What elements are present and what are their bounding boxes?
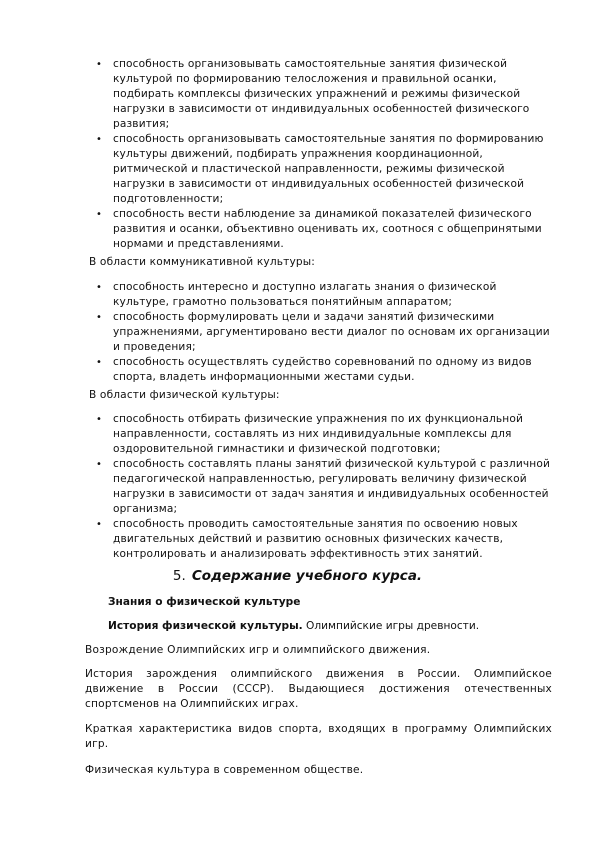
history-line <box>108 619 479 634</box>
list-item: • способность вести наблюдение за динамикой показателей физического развития и осанки, объективно оценивать их, соотнося с общепринятыми нормами и представлениями. <box>96 208 542 250</box>
list-item: • способность организовывать самостоятельные занятия физической культурой по формированию телосложения и правильной осанки, подбирать комплексы физических упражнений и режимы физической нагрузки в зависимости от индивидуальных особенностей физического развития; <box>96 58 530 130</box>
heading-number: 5. <box>172 568 186 584</box>
bullet-icon: • <box>96 59 103 70</box>
bullet-list-2 <box>96 280 556 385</box>
section-label-communicative: В области коммуникативной культуры: <box>89 256 315 268</box>
subheading: Знания о физической культуре <box>108 596 301 608</box>
history-bold: История физической культуры. <box>108 620 303 632</box>
section-heading <box>0 567 595 585</box>
paragraph: Краткая характеристика видов спорта, входящих в программу Олимпийских игр. <box>85 723 552 750</box>
list-item: • способность проводить самостоятельные занятия по освоению новых двигательных действий и развитию основных физических качеств, контролировать и анализировать эффективность этих занятий. <box>96 518 518 560</box>
bullet-list-3 <box>96 412 556 562</box>
bullet-icon: • <box>96 134 103 145</box>
list-item: • способность осуществлять судейство соревнований по одному из видов спорта, владеть информационными жестами судьи. <box>96 356 532 383</box>
bullet-icon: • <box>96 459 103 470</box>
bullet-icon: • <box>96 414 103 425</box>
paragraph: Физическая культура в современном обществе. <box>85 764 364 776</box>
bullet-icon: • <box>96 282 103 293</box>
bullet-icon: • <box>96 519 103 530</box>
bullet-icon: • <box>96 209 103 220</box>
paragraph: История зарождения олимпийского движения в России. Олимпийское движение в России (СССР). Выдающиеся достижения отечественных спортсменов на Олимпийских играх. <box>85 668 552 710</box>
list-item: • способность интересно и доступно излагать знания о физической культуре, грамотно пользоваться понятийным аппаратом; <box>96 281 497 308</box>
list-item: • способность формулировать цели и задачи занятий физическими упражнениями, аргументировано вести диалог по основам их организации и проведения; <box>96 311 550 353</box>
list-item: • способность отбирать физические упражнения по их функциональной направленности, составлять из них индивидуальные комплексы для оздоровительной гимнастики и физической подготовки; <box>96 413 524 455</box>
bullet-icon: • <box>96 357 103 368</box>
section-label-physical: В области физической культуры: <box>89 389 280 401</box>
paragraph: Возрождение Олимпийских игр и олимпийского движения. <box>85 644 431 656</box>
list-item: • способность организовывать самостоятельные занятия по формированию культуры движений, подбирать упражнения координационной, ритмической и пластической направленности, режимы физической нагрузки в зависимости от индивидуальных особенностей физической подготовленности; <box>96 133 544 205</box>
bullet-icon: • <box>96 312 103 323</box>
list-item: • способность составлять планы занятий физической культурой с различной педагогической направленностью, регулировать величину физической нагрузки в зависимости от задач занятия и индивидуальных особенностей организма; <box>96 458 551 515</box>
heading-text: Содержание учебного курса. <box>191 568 423 584</box>
history-rest: Олимпийские игры древности. <box>302 620 480 632</box>
bullet-list-1 <box>96 57 556 252</box>
